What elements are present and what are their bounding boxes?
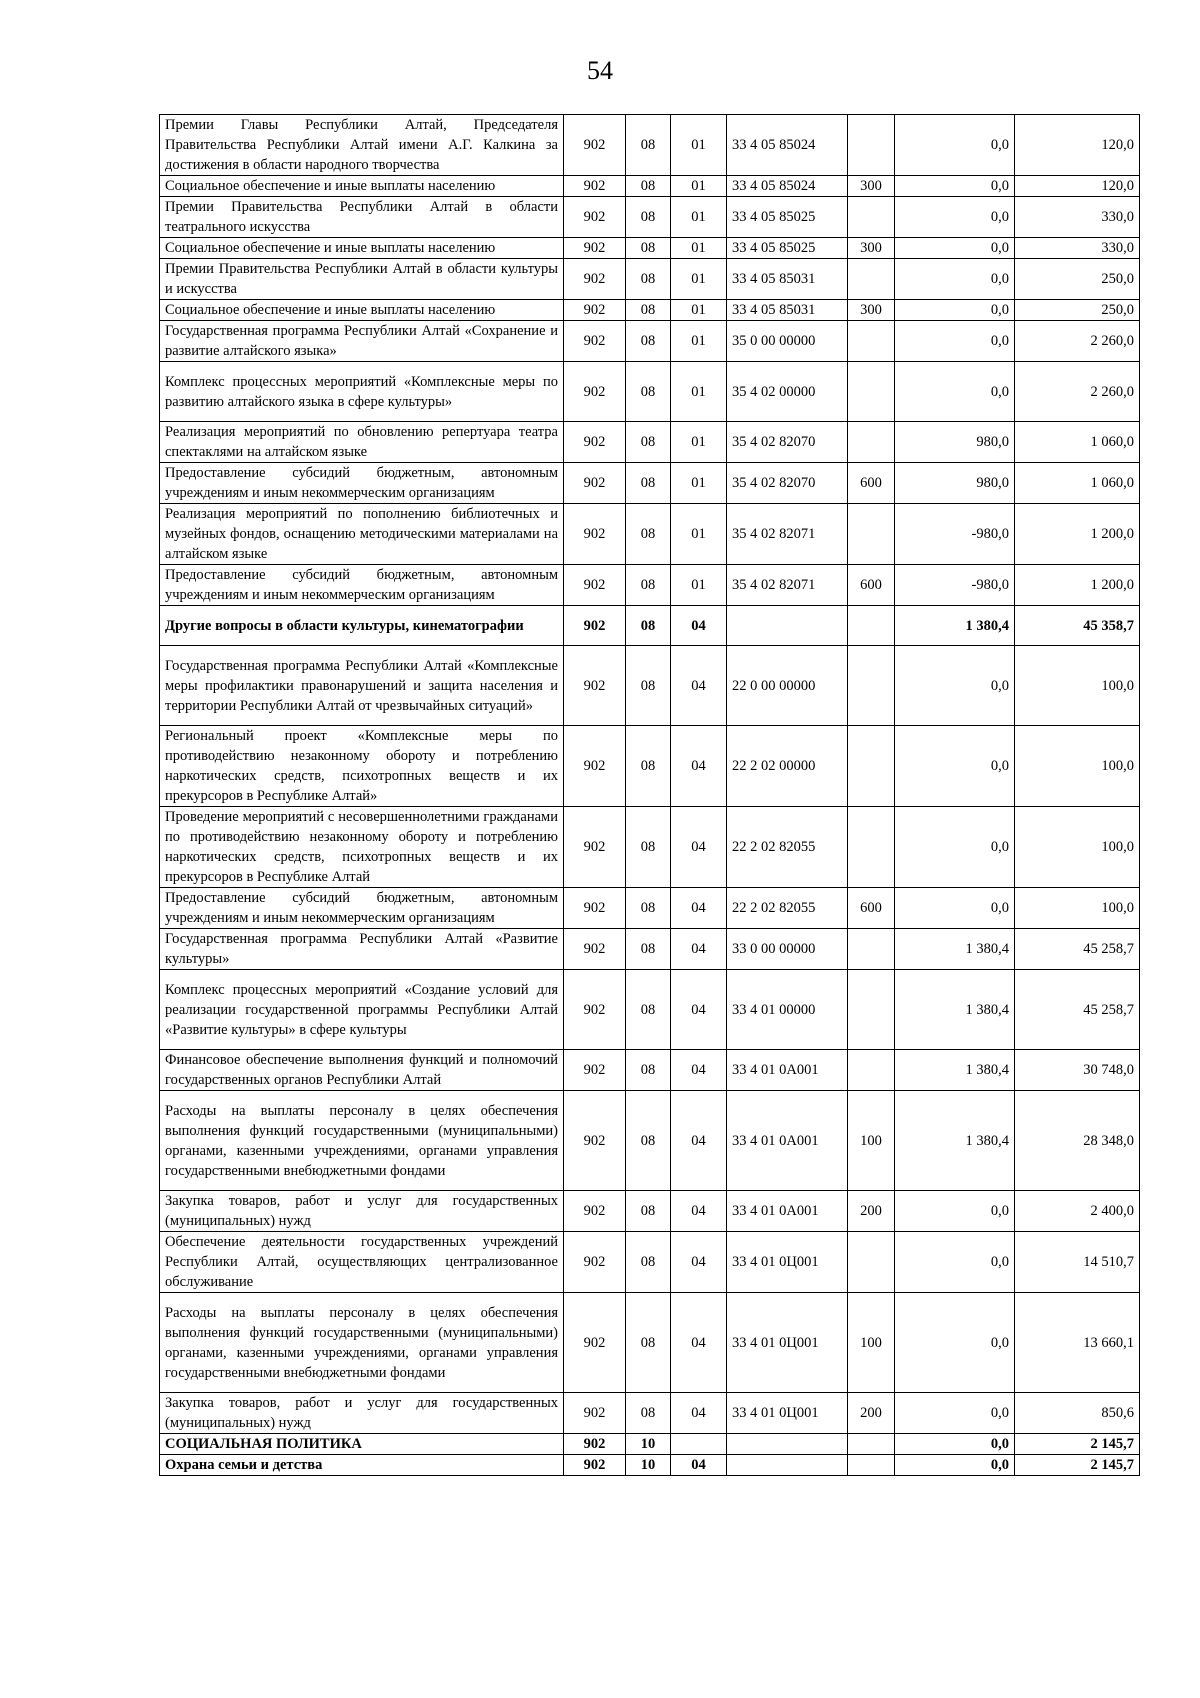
budget-table-body — [160, 115, 1140, 1476]
total-amount-cell: 14 510,7 — [1015, 1232, 1140, 1293]
table-row — [160, 321, 1140, 362]
section-cell: 08 — [626, 807, 671, 888]
expense-type-cell — [848, 422, 895, 463]
target-article-cell: 35 4 02 00000 — [727, 362, 848, 422]
row-name-cell: Финансовое обеспечение выполнения функций и полномочий государственных органов Республики Алтай — [160, 1050, 564, 1091]
expense-type-cell — [848, 646, 895, 726]
subsection-cell: 04 — [671, 1293, 727, 1393]
ved-cell: 902 — [564, 176, 626, 197]
table-row — [160, 807, 1140, 888]
table-row — [160, 1293, 1140, 1393]
table-row — [160, 929, 1140, 970]
change-amount-cell: 0,0 — [895, 1393, 1015, 1434]
row-name-cell: Предоставление субсидий бюджетным, автономным учреждениям и иным некоммерческим организациям — [160, 463, 564, 504]
table-row — [160, 422, 1140, 463]
target-article-cell: 33 4 01 0Ц001 — [727, 1293, 848, 1393]
section-cell: 08 — [626, 422, 671, 463]
expense-type-cell: 200 — [848, 1191, 895, 1232]
ved-cell: 902 — [564, 1050, 626, 1091]
table-row — [160, 259, 1140, 300]
section-cell: 08 — [626, 362, 671, 422]
total-amount-cell: 2 145,7 — [1015, 1434, 1140, 1455]
ved-cell: 902 — [564, 238, 626, 259]
subsection-cell: 01 — [671, 300, 727, 321]
total-amount-cell: 2 260,0 — [1015, 362, 1140, 422]
table-row — [160, 176, 1140, 197]
subsection-cell: 01 — [671, 422, 727, 463]
section-cell: 08 — [626, 888, 671, 929]
expense-type-cell — [848, 1434, 895, 1455]
row-name-cell: Комплекс процессных мероприятий «Создание условий для реализации государственной программы Республики Алтай «Развитие культуры» в сфере культуры — [160, 970, 564, 1050]
change-amount-cell: 0,0 — [895, 238, 1015, 259]
ved-cell: 902 — [564, 1091, 626, 1191]
section-cell: 08 — [626, 565, 671, 606]
expense-type-cell — [848, 1232, 895, 1293]
section-cell: 08 — [626, 646, 671, 726]
subsection-cell: 04 — [671, 888, 727, 929]
change-amount-cell: 0,0 — [895, 1232, 1015, 1293]
row-name-cell: Государственная программа Республики Алтай «Сохранение и развитие алтайского языка» — [160, 321, 564, 362]
expense-type-cell — [848, 321, 895, 362]
expense-type-cell — [848, 606, 895, 646]
subsection-cell: 04 — [671, 1091, 727, 1191]
subsection-cell: 04 — [671, 646, 727, 726]
section-cell: 08 — [626, 197, 671, 238]
total-amount-cell: 100,0 — [1015, 888, 1140, 929]
target-article-cell: 33 4 01 0А001 — [727, 1091, 848, 1191]
section-cell: 08 — [626, 1293, 671, 1393]
expense-type-cell — [848, 115, 895, 176]
expense-type-cell: 200 — [848, 1393, 895, 1434]
table-row — [160, 1455, 1140, 1476]
ved-cell: 902 — [564, 565, 626, 606]
ved-cell: 902 — [564, 726, 626, 807]
change-amount-cell: 980,0 — [895, 422, 1015, 463]
section-cell: 08 — [626, 726, 671, 807]
row-name-cell: Реализация мероприятий по обновлению репертуара театра спектаклями на алтайском языке — [160, 422, 564, 463]
change-amount-cell: 0,0 — [895, 197, 1015, 238]
change-amount-cell: 1 380,4 — [895, 1091, 1015, 1191]
ved-cell: 902 — [564, 362, 626, 422]
expense-type-cell — [848, 259, 895, 300]
table-row — [160, 504, 1140, 565]
subsection-cell: 01 — [671, 259, 727, 300]
change-amount-cell: 0,0 — [895, 1434, 1015, 1455]
subsection-cell: 01 — [671, 176, 727, 197]
section-cell: 08 — [626, 929, 671, 970]
table-row — [160, 565, 1140, 606]
table-row — [160, 463, 1140, 504]
expense-type-cell: 600 — [848, 888, 895, 929]
total-amount-cell: 30 748,0 — [1015, 1050, 1140, 1091]
target-article-cell: 33 4 05 85031 — [727, 259, 848, 300]
expense-type-cell — [848, 1455, 895, 1476]
target-article-cell: 22 2 02 00000 — [727, 726, 848, 807]
ved-cell: 902 — [564, 1232, 626, 1293]
ved-cell: 902 — [564, 1191, 626, 1232]
change-amount-cell: 0,0 — [895, 321, 1015, 362]
table-row — [160, 1434, 1140, 1455]
total-amount-cell: 2 145,7 — [1015, 1455, 1140, 1476]
total-amount-cell: 100,0 — [1015, 726, 1140, 807]
total-amount-cell: 1 060,0 — [1015, 463, 1140, 504]
change-amount-cell: 1 380,4 — [895, 1050, 1015, 1091]
total-amount-cell: 45 258,7 — [1015, 970, 1140, 1050]
row-name-cell: Закупка товаров, работ и услуг для государственных (муниципальных) нужд — [160, 1191, 564, 1232]
total-amount-cell: 28 348,0 — [1015, 1091, 1140, 1191]
subsection-cell: 04 — [671, 1232, 727, 1293]
target-article-cell: 33 4 05 85025 — [727, 197, 848, 238]
table-row — [160, 300, 1140, 321]
row-name-cell: Расходы на выплаты персоналу в целях обеспечения выполнения функций государственными (муниципальными) органами, казенными учреждениями, органами управления государственными внебюджетными фондами — [160, 1293, 564, 1393]
target-article-cell — [727, 606, 848, 646]
ved-cell: 902 — [564, 422, 626, 463]
total-amount-cell: 100,0 — [1015, 807, 1140, 888]
ved-cell: 902 — [564, 1455, 626, 1476]
ved-cell: 902 — [564, 300, 626, 321]
row-name-cell: Закупка товаров, работ и услуг для государственных (муниципальных) нужд — [160, 1393, 564, 1434]
expense-type-cell — [848, 970, 895, 1050]
row-name-cell: Предоставление субсидий бюджетным, автономным учреждениям и иным некоммерческим организациям — [160, 565, 564, 606]
row-name-cell: СОЦИАЛЬНАЯ ПОЛИТИКА — [160, 1434, 564, 1455]
ved-cell: 902 — [564, 606, 626, 646]
target-article-cell: 35 4 02 82070 — [727, 422, 848, 463]
section-cell: 08 — [626, 1050, 671, 1091]
table-row — [160, 888, 1140, 929]
total-amount-cell: 330,0 — [1015, 238, 1140, 259]
change-amount-cell: 1 380,4 — [895, 929, 1015, 970]
table-row — [160, 1191, 1140, 1232]
change-amount-cell: 980,0 — [895, 463, 1015, 504]
row-name-cell: Расходы на выплаты персоналу в целях обеспечения выполнения функций государственными (муниципальными) органами, казенными учреждениями, органами управления государственными внебюджетными фондами — [160, 1091, 564, 1191]
subsection-cell — [671, 1434, 727, 1455]
change-amount-cell: 0,0 — [895, 807, 1015, 888]
ved-cell: 902 — [564, 646, 626, 726]
subsection-cell: 04 — [671, 1050, 727, 1091]
row-name-cell: Другие вопросы в области культуры, кинематографии — [160, 606, 564, 646]
table-row — [160, 1393, 1140, 1434]
target-article-cell: 33 4 01 0А001 — [727, 1050, 848, 1091]
section-cell: 08 — [626, 1191, 671, 1232]
target-article-cell: 22 2 02 82055 — [727, 888, 848, 929]
row-name-cell: Премии Главы Республики Алтай, Председателя Правительства Республики Алтай имени А.Г. Калкина за достижения в области народного творчества — [160, 115, 564, 176]
target-article-cell: 33 4 01 0А001 — [727, 1191, 848, 1232]
subsection-cell: 01 — [671, 504, 727, 565]
change-amount-cell: -980,0 — [895, 504, 1015, 565]
ved-cell: 902 — [564, 929, 626, 970]
change-amount-cell: 0,0 — [895, 115, 1015, 176]
subsection-cell: 04 — [671, 929, 727, 970]
ved-cell: 902 — [564, 1393, 626, 1434]
total-amount-cell: 120,0 — [1015, 176, 1140, 197]
target-article-cell: 35 4 02 82070 — [727, 463, 848, 504]
row-name-cell: Охрана семьи и детства — [160, 1455, 564, 1476]
row-name-cell: Государственная программа Республики Алтай «Развитие культуры» — [160, 929, 564, 970]
subsection-cell: 01 — [671, 238, 727, 259]
change-amount-cell: 1 380,4 — [895, 970, 1015, 1050]
section-cell: 10 — [626, 1455, 671, 1476]
target-article-cell: 35 4 02 82071 — [727, 565, 848, 606]
section-cell: 10 — [626, 1434, 671, 1455]
budget-table — [159, 114, 1140, 1476]
table-row — [160, 362, 1140, 422]
row-name-cell: Премии Правительства Республики Алтай в области культуры и искусства — [160, 259, 564, 300]
table-row — [160, 238, 1140, 259]
target-article-cell: 33 4 01 0Ц001 — [727, 1232, 848, 1293]
subsection-cell: 01 — [671, 463, 727, 504]
subsection-cell: 01 — [671, 565, 727, 606]
subsection-cell: 01 — [671, 321, 727, 362]
section-cell: 08 — [626, 1393, 671, 1434]
expense-type-cell: 100 — [848, 1091, 895, 1191]
expense-type-cell: 600 — [848, 463, 895, 504]
change-amount-cell: 0,0 — [895, 362, 1015, 422]
ved-cell: 902 — [564, 807, 626, 888]
section-cell: 08 — [626, 970, 671, 1050]
target-article-cell: 22 2 02 82055 — [727, 807, 848, 888]
section-cell: 08 — [626, 259, 671, 300]
subsection-cell: 04 — [671, 1191, 727, 1232]
subsection-cell: 04 — [671, 1393, 727, 1434]
change-amount-cell: 0,0 — [895, 1293, 1015, 1393]
change-amount-cell: -980,0 — [895, 565, 1015, 606]
expense-type-cell: 600 — [848, 565, 895, 606]
change-amount-cell: 0,0 — [895, 1191, 1015, 1232]
total-amount-cell: 2 400,0 — [1015, 1191, 1140, 1232]
table-row — [160, 115, 1140, 176]
ved-cell: 902 — [564, 463, 626, 504]
row-name-cell: Региональный проект «Комплексные меры по противодействию незаконному обороту и потреблению наркотических средств, психотропных веществ и их прекурсоров в Республике Алтай» — [160, 726, 564, 807]
subsection-cell: 04 — [671, 606, 727, 646]
section-cell: 08 — [626, 1091, 671, 1191]
section-cell: 08 — [626, 321, 671, 362]
row-name-cell: Обеспечение деятельности государственных учреждений Республики Алтай, осуществляющих централизованное обслуживание — [160, 1232, 564, 1293]
table-row — [160, 970, 1140, 1050]
target-article-cell: 33 0 00 00000 — [727, 929, 848, 970]
target-article-cell — [727, 1434, 848, 1455]
row-name-cell: Социальное обеспечение и иные выплаты населению — [160, 300, 564, 321]
section-cell: 08 — [626, 115, 671, 176]
table-row — [160, 726, 1140, 807]
target-article-cell: 33 4 05 85031 — [727, 300, 848, 321]
row-name-cell: Государственная программа Республики Алтай «Комплексные меры профилактики правонарушений и защита населения и территории Республики Алтай от чрезвычайных ситуаций» — [160, 646, 564, 726]
subsection-cell: 04 — [671, 726, 727, 807]
expense-type-cell — [848, 929, 895, 970]
page-number: 54 — [587, 56, 613, 85]
table-row — [160, 1091, 1140, 1191]
subsection-cell: 01 — [671, 362, 727, 422]
total-amount-cell: 250,0 — [1015, 259, 1140, 300]
target-article-cell: 22 0 00 00000 — [727, 646, 848, 726]
table-row — [160, 646, 1140, 726]
row-name-cell: Социальное обеспечение и иные выплаты населению — [160, 176, 564, 197]
table-row — [160, 1050, 1140, 1091]
change-amount-cell: 0,0 — [895, 1455, 1015, 1476]
total-amount-cell: 13 660,1 — [1015, 1293, 1140, 1393]
target-article-cell: 33 4 01 00000 — [727, 970, 848, 1050]
subsection-cell: 04 — [671, 807, 727, 888]
table-row — [160, 197, 1140, 238]
total-amount-cell: 2 260,0 — [1015, 321, 1140, 362]
expense-type-cell — [848, 504, 895, 565]
target-article-cell — [727, 1455, 848, 1476]
table-row — [160, 1232, 1140, 1293]
total-amount-cell: 100,0 — [1015, 646, 1140, 726]
section-cell: 08 — [626, 463, 671, 504]
ved-cell: 902 — [564, 259, 626, 300]
subsection-cell: 04 — [671, 970, 727, 1050]
section-cell: 08 — [626, 1232, 671, 1293]
row-name-cell: Проведение мероприятий с несовершеннолетними гражданами по противодействию незаконному обороту и потреблению наркотических средств, психотропных веществ и их прекурсоров в Республике Алтай — [160, 807, 564, 888]
ved-cell: 902 — [564, 888, 626, 929]
section-cell: 08 — [626, 238, 671, 259]
change-amount-cell: 0,0 — [895, 646, 1015, 726]
total-amount-cell: 120,0 — [1015, 115, 1140, 176]
total-amount-cell: 1 200,0 — [1015, 504, 1140, 565]
target-article-cell: 35 0 00 00000 — [727, 321, 848, 362]
target-article-cell: 33 4 05 85024 — [727, 115, 848, 176]
row-name-cell: Социальное обеспечение и иные выплаты населению — [160, 238, 564, 259]
expense-type-cell — [848, 807, 895, 888]
row-name-cell: Комплекс процессных мероприятий «Комплексные меры по развитию алтайского языка в сфере культуры» — [160, 362, 564, 422]
expense-type-cell — [848, 197, 895, 238]
ved-cell: 902 — [564, 321, 626, 362]
total-amount-cell: 45 258,7 — [1015, 929, 1140, 970]
change-amount-cell: 0,0 — [895, 300, 1015, 321]
change-amount-cell: 1 380,4 — [895, 606, 1015, 646]
subsection-cell: 01 — [671, 197, 727, 238]
change-amount-cell: 0,0 — [895, 259, 1015, 300]
total-amount-cell: 850,6 — [1015, 1393, 1140, 1434]
total-amount-cell: 330,0 — [1015, 197, 1140, 238]
ved-cell: 902 — [564, 1293, 626, 1393]
total-amount-cell: 1 200,0 — [1015, 565, 1140, 606]
expense-type-cell: 300 — [848, 300, 895, 321]
ved-cell: 902 — [564, 115, 626, 176]
change-amount-cell: 0,0 — [895, 888, 1015, 929]
expense-type-cell — [848, 362, 895, 422]
row-name-cell: Предоставление субсидий бюджетным, автономным учреждениям и иным некоммерческим организациям — [160, 888, 564, 929]
target-article-cell: 33 4 01 0Ц001 — [727, 1393, 848, 1434]
target-article-cell: 35 4 02 82071 — [727, 504, 848, 565]
section-cell: 08 — [626, 300, 671, 321]
section-cell: 08 — [626, 176, 671, 197]
expense-type-cell — [848, 726, 895, 807]
change-amount-cell: 0,0 — [895, 726, 1015, 807]
total-amount-cell: 250,0 — [1015, 300, 1140, 321]
ved-cell: 902 — [564, 197, 626, 238]
expense-type-cell: 100 — [848, 1293, 895, 1393]
expense-type-cell — [848, 1050, 895, 1091]
change-amount-cell: 0,0 — [895, 176, 1015, 197]
target-article-cell: 33 4 05 85024 — [727, 176, 848, 197]
row-name-cell: Премии Правительства Республики Алтай в области театрального искусства — [160, 197, 564, 238]
subsection-cell: 04 — [671, 1455, 727, 1476]
subsection-cell: 01 — [671, 115, 727, 176]
total-amount-cell: 1 060,0 — [1015, 422, 1140, 463]
row-name-cell: Реализация мероприятий по пополнению библиотечных и музейных фондов, оснащению методическими материалами на алтайском языке — [160, 504, 564, 565]
total-amount-cell: 45 358,7 — [1015, 606, 1140, 646]
expense-type-cell: 300 — [848, 176, 895, 197]
section-cell: 08 — [626, 606, 671, 646]
ved-cell: 902 — [564, 504, 626, 565]
section-cell: 08 — [626, 504, 671, 565]
ved-cell: 902 — [564, 1434, 626, 1455]
ved-cell: 902 — [564, 970, 626, 1050]
table-row — [160, 606, 1140, 646]
expense-type-cell: 300 — [848, 238, 895, 259]
target-article-cell: 33 4 05 85025 — [727, 238, 848, 259]
